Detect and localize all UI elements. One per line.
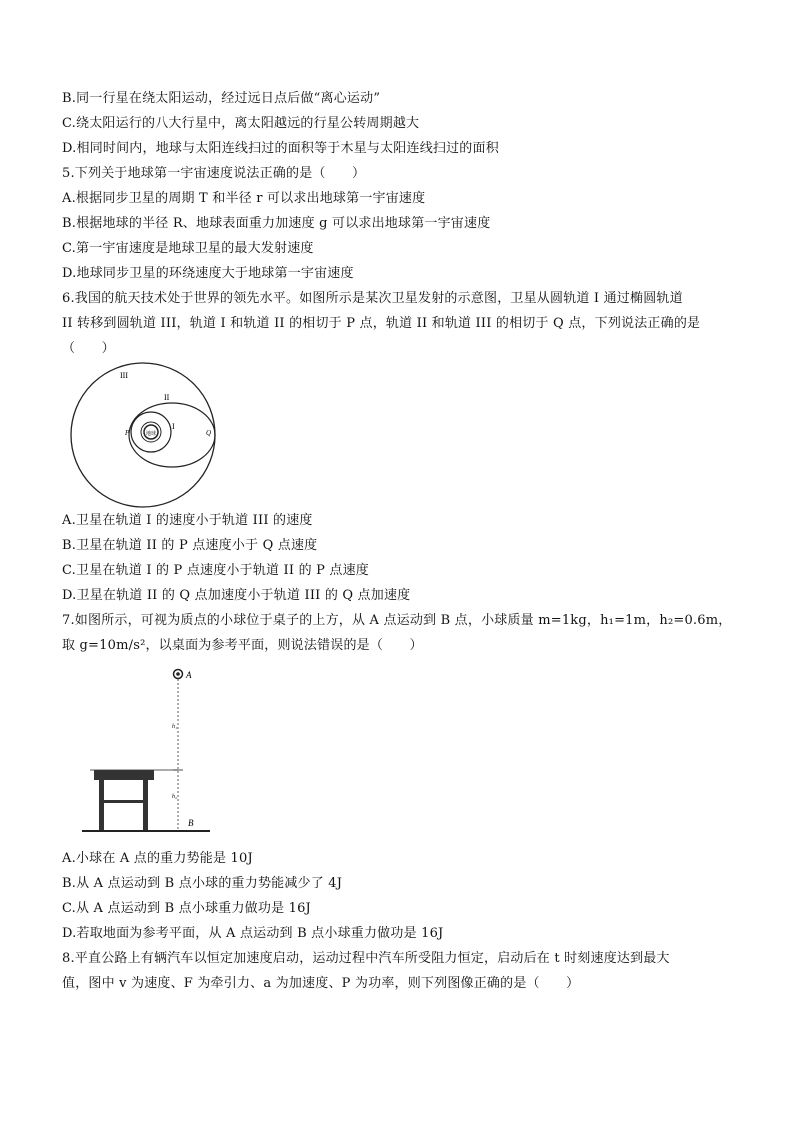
option-6a: A.卫星在轨道 I 的速度小于轨道 III 的速度	[62, 513, 313, 528]
option-7d: D.若取地面为参考平面，从 A 点运动到 B 点小球重力做功是 16J	[62, 926, 444, 941]
question-8-line-2: 值，图中 v 为速度、F 为牵引力、a 为加速度、P 为功率，则下列图像正确的是（ ）	[62, 976, 580, 991]
option-7c: C.从 A 点运动到 B 点小球重力做功是 16J	[62, 901, 311, 916]
option-4c: C.绕太阳运行的八大行星中，离太阳越远的行星公转周期越大	[62, 116, 420, 131]
point-a-label: A	[186, 670, 192, 680]
option-4d: D.相同时间内，地球与太阳连线扫过的面积等于木星与太阳连线扫过的面积	[62, 141, 499, 156]
option-4b: B.同一行星在绕太阳运动，经过远日点后做“离心运动”	[62, 91, 381, 106]
question-5: 5.下列关于地球第一宇宙速度说法正确的是（ ）	[62, 166, 366, 181]
question-6-line-3: （ ）	[62, 341, 115, 356]
option-6b: B.卫星在轨道 II 的 P 点速度小于 Q 点速度	[62, 538, 318, 553]
h2-label: h₂	[172, 794, 178, 800]
point-p-label: P	[125, 429, 130, 437]
question-7-line-1: 7.如图所示，可视为质点的小球位于桌子的上方，从 A 点运动到 B 点，小球质量 m=1kg，h₁=1m，h₂=0.6m，	[62, 613, 732, 628]
table-top	[94, 770, 154, 780]
option-6d: D.卫星在轨道 II 的 Q 点加速度小于轨道 III 的 Q 点加速度	[62, 588, 411, 603]
earth-label: 地球	[146, 431, 157, 437]
option-5b: B.根据地球的半径 R、地球表面重力加速度 g 可以求出地球第一宇宙速度	[62, 216, 491, 231]
question-7-line-2: 取 g=10m/s²，以桌面为参考平面，则说法错误的是（ ）	[62, 638, 423, 653]
orbit-II-label: II	[164, 393, 170, 402]
option-7a: A.小球在 A 点的重力势能是 10J	[62, 851, 253, 866]
option-6c: C.卫星在轨道 I 的 P 点速度小于轨道 II 的 P 点速度	[62, 563, 369, 578]
point-b-label: B	[188, 818, 194, 828]
orbit-I-label: I	[172, 422, 175, 431]
point-q-label: Q	[206, 429, 212, 437]
option-5c: C.第一宇宙速度是地球卫星的最大发射速度	[62, 241, 314, 256]
orbit-diagram	[68, 360, 218, 510]
option-5d: D.地球同步卫星的环绕速度大于地球第一宇宙速度	[62, 266, 354, 281]
orbit-III-label: III	[120, 371, 128, 380]
question-6-line-2: II 转移到圆轨道 III，轨道 I 和轨道 II 的相切于 P 点，轨道 II 和轨道 III 的相切于 Q 点，下列说法正确的是	[62, 316, 701, 331]
question-6-line-1: 6.我国的航天技术处于世界的领先水平。如图所示是某次卫星发射的示意图，卫星从圆轨道 I 通过椭圆轨道	[62, 291, 683, 306]
option-7b: B.从 A 点运动到 B 点小球的重力势能减少了 4J	[62, 876, 343, 891]
ball-table-diagram	[80, 660, 220, 840]
table-leg-right	[143, 780, 148, 830]
question-8-line-1: 8.平直公路上有辆汽车以恒定加速度启动，运动过程中汽车所受阻力恒定，启动后在 t 时刻速度达到最大	[62, 951, 670, 966]
option-5a: A.根据同步卫星的周期 T 和半径 r 可以求出地球第一宇宙速度	[62, 191, 426, 206]
table-leg-left	[99, 780, 104, 830]
h1-label: h₁	[172, 724, 178, 730]
orbit-III	[71, 363, 215, 507]
